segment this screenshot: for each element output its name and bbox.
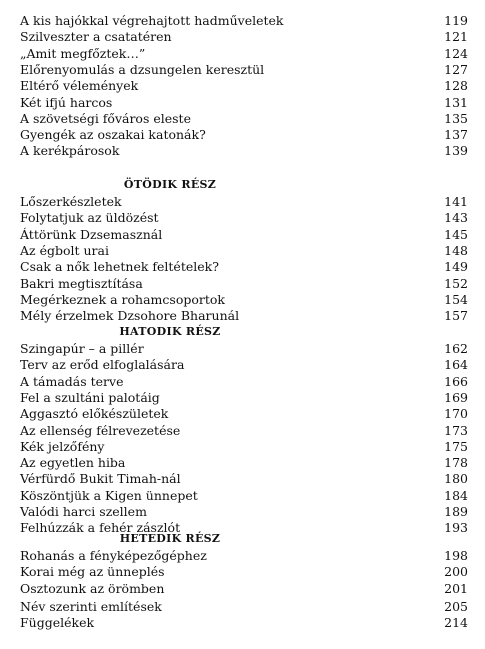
toc-entry (20, 438, 468, 455)
toc-entry-title: Folytatjuk az üldözést (20, 210, 159, 226)
section-heading: HATODIK RÉSZ (119, 325, 221, 338)
toc-entry-title: Előrenyomulás a dzsungelen keresztül (20, 61, 265, 77)
toc-entry-title: Bakri megtisztítása (20, 275, 143, 291)
toc-entry (20, 12, 468, 29)
toc-entry-title: Az ellenség félrevezetése (20, 422, 181, 438)
toc-entry (20, 94, 468, 111)
toc-entry-title: A kis hajókkal végrehajtott hadműveletek (20, 13, 284, 28)
toc-entry-title: Függelékek (20, 615, 95, 631)
toc-entry-page: 139 (444, 143, 468, 159)
toc-entry-page: 149 (444, 259, 468, 275)
toc-entry (20, 291, 468, 308)
toc-entry-title: Aggasztó előkészületek (20, 406, 169, 422)
toc-entry-page: 157 (444, 308, 468, 324)
toc-entry-page: 141 (444, 194, 468, 209)
toc-entry-page: 169 (444, 389, 468, 405)
toc-entry (20, 454, 468, 471)
toc-entry (20, 422, 468, 439)
toc-entry-page: 131 (444, 94, 468, 110)
toc-entry (20, 226, 468, 243)
toc-entry-page: 201 (444, 580, 468, 596)
toc-entry-page: 119 (444, 13, 468, 28)
toc-entry-page: 184 (444, 487, 468, 503)
toc-entry-title: „Amit megfőztek…” (20, 45, 146, 61)
toc-entry-title: Kék jelzőfény (20, 438, 105, 454)
toc-entry-page: 124 (444, 45, 468, 61)
toc-entry-page: 200 (444, 564, 468, 580)
section-heading: HETEDIK RÉSZ (119, 532, 221, 545)
toc-entry (20, 340, 468, 357)
toc-entry (20, 258, 468, 275)
toc-entry-title: Mély érzelmek Dzsohore Bharunál (20, 308, 240, 324)
toc-entry-title: Két ifjú harcos (20, 94, 113, 110)
toc-entry-page: 127 (444, 61, 468, 77)
toc-entry-page: 145 (444, 226, 468, 242)
toc-entry (20, 77, 468, 94)
toc-entry-title: Az egyetlen hiba (20, 455, 126, 471)
toc-entry-page: 137 (444, 127, 468, 143)
toc-entry (20, 405, 468, 422)
toc-entry (20, 45, 468, 62)
toc-entry (20, 598, 468, 615)
toc-entry-title: Köszöntjük a Kigen ünnepet (20, 487, 198, 503)
toc-entry (20, 389, 468, 406)
toc-entry-page: 175 (444, 438, 468, 454)
toc-entry-title: Terv az erőd elfoglalására (20, 357, 185, 373)
toc-entry-title: Áttörünk Dzsemasznál (20, 226, 163, 242)
section-heading: ÖTÖDIK RÉSZ (123, 178, 217, 191)
toc-entry-title: A szövetségi főváros eleste (20, 110, 191, 126)
toc-entry (20, 110, 468, 127)
toc-entry-page: 135 (444, 110, 468, 126)
toc-entry-title: Fel a szultáni palotáig (20, 389, 160, 405)
toc-entry-title: Csak a nők lehetnek feltételek? (20, 259, 219, 275)
toc-entry (20, 356, 468, 373)
toc-entry (20, 614, 468, 631)
toc-entry-title: Osztozunk az örömben (20, 580, 165, 596)
toc-entry-page: 193 (444, 520, 468, 536)
toc-entry-title: Szilveszter a csatatéren (20, 29, 172, 45)
toc-entry-title: Korai még az ünneplés (20, 564, 165, 580)
toc-entry (20, 28, 468, 45)
toc-entry-page: 166 (444, 373, 468, 389)
toc-entry (20, 547, 468, 564)
toc-entry (20, 242, 468, 259)
toc-entry-title: Név szerinti említések (20, 599, 162, 614)
toc-entry-title: Vérfürdő Bukit Timah-nál (20, 471, 181, 487)
toc-entry (20, 470, 468, 487)
toc-entry-title: Az égbolt urai (20, 242, 109, 258)
toc-entry-title: Megérkeznek a rohamcsoportok (20, 291, 225, 307)
toc-entry (20, 275, 468, 292)
toc-entry-title: Rohanás a fényképezőgéphez (20, 548, 207, 563)
toc-entry-page: 148 (444, 242, 468, 258)
toc-entry (20, 519, 468, 536)
toc-entry (20, 580, 468, 597)
toc-entry-page: 178 (444, 455, 468, 471)
toc-entry-page: 121 (444, 29, 468, 45)
toc-entry-title: Gyengék az oszakai katonák? (20, 127, 206, 143)
toc-entry (20, 126, 468, 143)
toc-entry-page: 152 (444, 275, 468, 291)
toc-entry-page: 173 (444, 422, 468, 438)
toc-entry-title: A támadás terve (20, 373, 124, 389)
toc-entry-page: 128 (444, 78, 468, 94)
toc-entry-title: Eltérő vélemények (20, 78, 139, 94)
toc-entry (20, 61, 468, 78)
toc-entry (20, 503, 468, 520)
toc-entry-page: 164 (444, 357, 468, 373)
toc-entry (20, 563, 468, 580)
toc-entry-page: 170 (444, 406, 468, 422)
toc-entry-page: 214 (444, 615, 468, 631)
toc-entry (20, 209, 468, 226)
toc-entry-title: Lőszerkészletek (20, 194, 122, 209)
toc-entry-page: 143 (444, 210, 468, 226)
toc-entry (20, 193, 468, 210)
toc-entry-title: Felhúzzák a fehér zászlót (20, 520, 181, 536)
toc-entry-page: 154 (444, 291, 468, 307)
toc-entry-title: A kerékpárosok (20, 143, 120, 159)
toc-entry (20, 142, 468, 159)
toc-entry-page: 189 (444, 504, 468, 519)
toc-entry (20, 373, 468, 390)
toc-entry-page: 162 (444, 341, 468, 356)
toc-entry (20, 307, 468, 324)
toc-entry-page: 205 (444, 599, 468, 614)
toc-entry-page: 180 (444, 471, 468, 487)
toc-entry-page: 198 (444, 548, 468, 563)
toc-entry (20, 487, 468, 504)
toc-entry-title: Szingapúr – a pillér (20, 341, 144, 356)
toc-entry-title: Valódi harci szellem (20, 504, 147, 519)
